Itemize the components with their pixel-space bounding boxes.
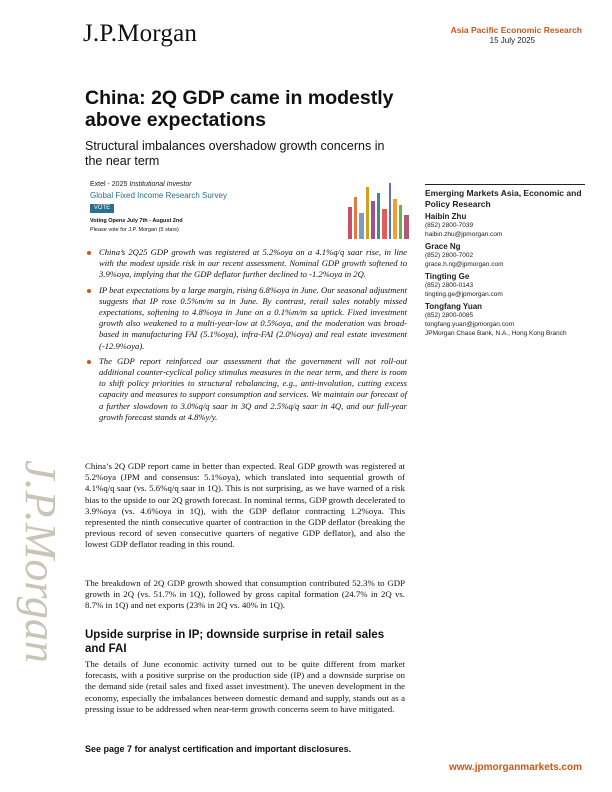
report-subtitle: Structural imbalances overshadow growth concerns in the near term	[85, 139, 385, 168]
bullet-dot-icon	[87, 360, 91, 364]
list-item: China’s 2Q25 GDP growth was registered at 5.2%oya on a 4.1%q/q saar rise, in line with the modest upside risk in our recent assessment. Nominal GDP growth softened to 3.9%oya, implying that the GDP deflator further declined to -1.2%oya in 2Q.	[87, 247, 407, 281]
vote-button[interactable]: VOTE	[90, 204, 114, 213]
jpmorgan-watermark-icon	[8, 440, 65, 740]
body-paragraph: China’s 2Q GDP report came in better than expected. Real GDP growth was registered at 5.2%oya (JPM and consensus: 5.1%oya), which translated into sequential growth of 4.1%q/q saar (vs. 5.6%q/q saar in 1Q). This is not surprising, as we have warned of a risk bias to the upside to our 2Q growth forecast. In nominal terms, GDP growth decelerated to 3.9%oya (vs. 4.6%oya in 1Q), with the GDP deflator contracting 1.2%oya. This represented the ninth consecutive quarter of contraction in the GDP deflator (breaking the previous record of seven consecutive quarters of negative GDP deflator), and also the lowest GDP deflator reading in this round.	[85, 461, 405, 550]
survey-banner[interactable]	[84, 179, 414, 239]
watermark-text: J.P.Morgan	[16, 460, 65, 663]
analyst-phone: (852) 2800-0143	[425, 282, 474, 289]
department-label: Asia Pacific Economic Research	[450, 25, 582, 35]
analyst-card	[425, 242, 585, 269]
legal-entity: JPMorgan Chase Bank, N.A., Hong Kong Branch	[425, 330, 567, 337]
report-title: China: 2Q GDP came in modestly above expectations	[85, 87, 394, 131]
analyst-name: Haibin Zhu	[425, 212, 467, 221]
banner-line2: Global Fixed Income Research Survey	[90, 191, 227, 200]
analyst-card	[425, 272, 585, 299]
analyst-email[interactable]: haibin.zhu@jpmorgan.com	[425, 231, 503, 238]
divider	[425, 184, 585, 185]
city-skyline-icon	[344, 179, 414, 239]
banner-line3: Voting Opens July 7th - August 2nd	[90, 218, 183, 224]
body-paragraph: The breakdown of 2Q GDP growth showed that consumption contributed 52.3% to GDP growth in 2Q (vs. 51.7% in 1Q), followed by gross capital formation (24.7% in 2Q vs. 8.7% in 1Q) and net exports (23% in 2Q vs. 40% in 1Q).	[85, 578, 405, 611]
list-item: IP beat expectations by a large margin, rising 6.8%oya in June. Our seasonal adjustment suggests that IP rose 0.5%m/m sa in June. By contrast, retail sales notably missed expectations, softening to 4.8%oya in June on a 0.1%m/m sa uptick. Fixed investment growth also weakened to a multi-year-low at 0.5%oya, and the moderation was broad-based in manufacturing FAI (5.1%oya), infra-FAI (2.0%oya) and real estate investment (-12.9%oya).	[87, 285, 407, 352]
analyst-email[interactable]: tingting.ge@jpmorgan.com	[425, 291, 503, 298]
sidebar-heading: Emerging Markets Asia, Economic and Policy Research	[425, 188, 582, 209]
analyst-email[interactable]: tongfang.yuan@jpmorgan.com	[425, 321, 514, 328]
analyst-sidebar	[425, 184, 585, 338]
website-link[interactable]: www.jpmorganmarkets.com	[449, 762, 582, 773]
analyst-name: Grace Ng	[425, 242, 461, 251]
analyst-phone: (852) 2800-7039	[425, 222, 474, 229]
analyst-phone: (852) 2800-7002	[425, 252, 474, 259]
disclosure-note: See page 7 for analyst certification and important disclosures.	[85, 744, 352, 754]
body-paragraph: The details of June economic activity turned out to be quite different from market forecasts, with a positive surprise on the production side (IP) and a downside surprise on the demand side (retail sales and fixed asset investment). The uneven development in the economy, especially the imbalances between domestic demand and supply, stands out as a pressing issue to be addressed when near-term growth concerns seem to have mitigated.	[85, 659, 405, 714]
banner-line1: Extel - 2025 Institutional Investor	[90, 181, 192, 188]
jpmorgan-logo: J.P.Morgan	[83, 20, 198, 47]
report-date: 15 July 2025	[489, 36, 535, 45]
analyst-phone: (852) 2800-0085	[425, 312, 474, 319]
analyst-email[interactable]: grace.h.ng@jpmorgan.com	[425, 261, 504, 268]
bullet-dot-icon	[87, 289, 91, 293]
analyst-name: Tongfang Yuan	[425, 302, 483, 311]
list-item: The GDP report reinforced our assessment that the government will not roll-out additional counter-cyclical policy stimulus measures in the near term, and there is room to shift policy priorities to structural rebalancing, e.g., anti-involution, cutting excess capacity and measures to support consumption and services. We maintain our forecast of a further slowdown to 3.0%q/q saar in 3Q and 2.5%q/q saar in 4Q, and our full-year growth forecast stands at 4.8%y/y.	[87, 356, 407, 423]
banner-line4: Please vote for J.P. Morgan (5 stars)	[90, 227, 179, 233]
section-heading: Upside surprise in IP; downside surprise in retail sales and FAI	[85, 629, 385, 655]
key-points-list	[87, 247, 407, 427]
analyst-card	[425, 302, 585, 329]
analyst-name: Tingting Ge	[425, 272, 470, 281]
bullet-dot-icon	[87, 251, 91, 255]
analyst-card	[425, 212, 585, 239]
